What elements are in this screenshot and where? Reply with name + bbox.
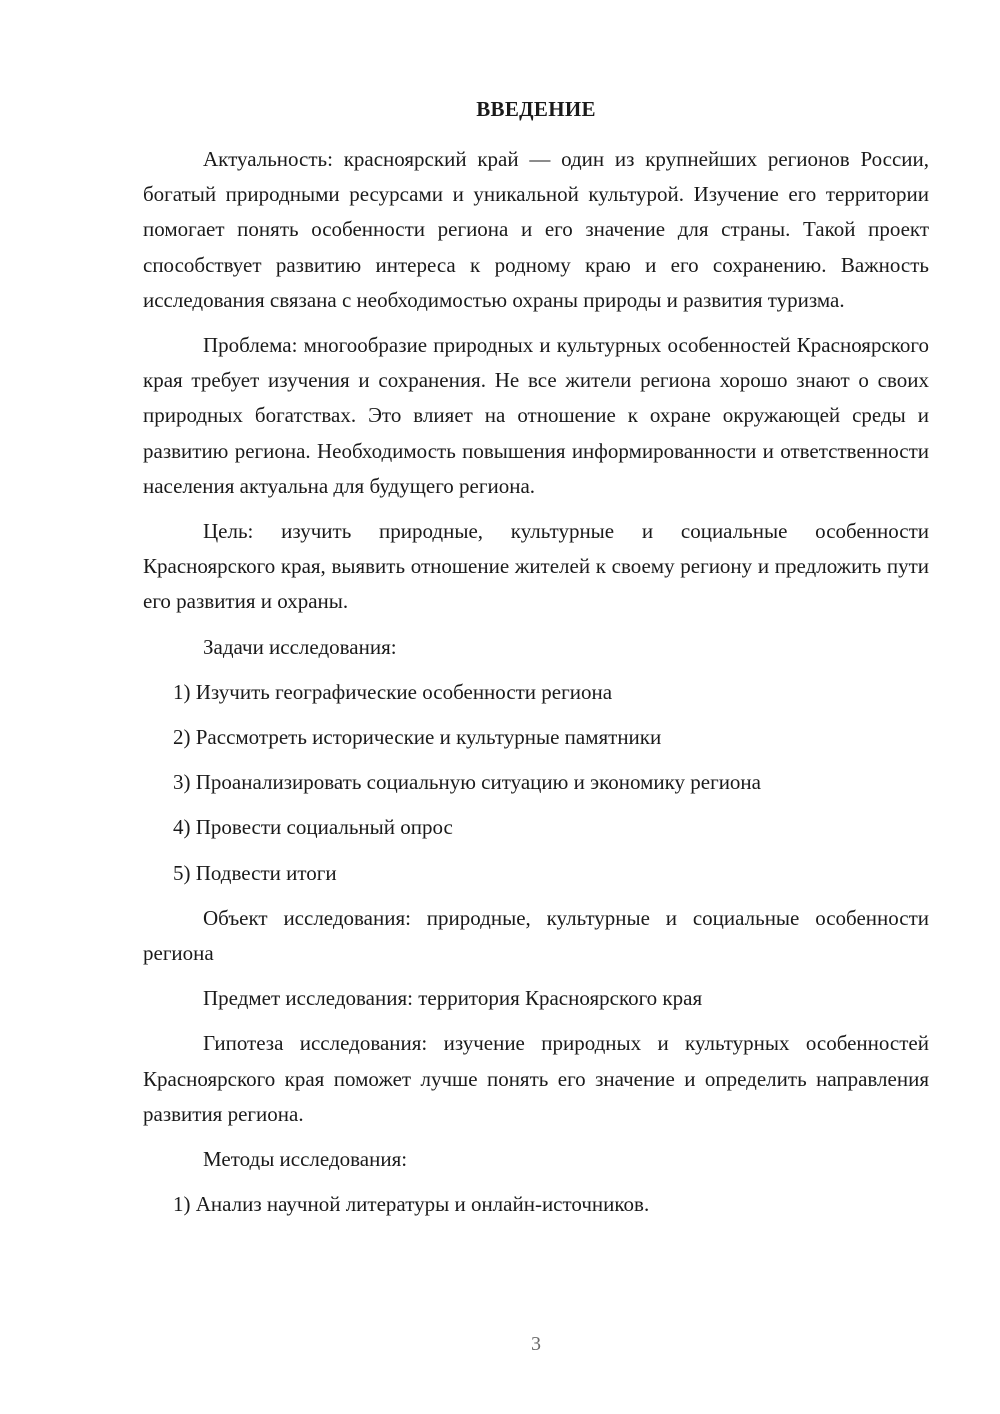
object-paragraph: Объект исследования: природные, культурные и социальные особенности региона [143, 905, 929, 966]
page-number: 3 [531, 1333, 541, 1355]
subject-paragraph: Предмет исследования: территория Красноярского края [203, 986, 703, 1011]
task-item-2: 2) Рассмотреть исторические и культурные памятники [173, 725, 662, 750]
task-item-1: 1) Изучить географические особенности региона [173, 679, 613, 704]
section-title: ВВЕДЕНИЕ [476, 97, 596, 121]
body-text [143, 142, 929, 1232]
task-item-4: 4) Провести социальный опрос [173, 815, 453, 840]
problem-paragraph: Проблема: многообразие природных и культурных особенностей Красноярского края требует изучения и сохранения. Не все жители региона хорошо знают о своих природных богатствах. Это влияет на отношение к охране окружающей среды и развитию региона. Необходимость повышения информированности и ответственности населения актуальна для будущего региона. [143, 333, 929, 498]
task-item-3: 3) Проанализировать социальную ситуацию и экономику региона [173, 770, 761, 795]
relevance-paragraph: Актуальность: красноярский край — один из крупнейших регионов России, богатый природными ресурсами и уникальной культурой. Изучение его территории помогает понять особенности региона и его значение для страны. Такой проект способствует развитию интереса к родному краю и его сохранению. Важность исследования связана с необходимостью охраны природы и развития туризма. [143, 147, 929, 312]
task-item-5: 5) Подвести итоги [173, 860, 337, 885]
methods-heading: Методы исследования: [203, 1147, 408, 1172]
method-item-1: 1) Анализ научной литературы и онлайн-источников. [173, 1192, 650, 1217]
hypothesis-paragraph: Гипотеза исследования: изучение природных и культурных особенностей Красноярского края поможет лучше понять его значение и определить направления развития региона. [143, 1031, 929, 1126]
goal-paragraph: Цель: изучить природные, культурные и социальные особенности Красноярского края, выявить отношение жителей к своему региону и предложить пути его развития и охраны. [143, 519, 929, 614]
tasks-heading: Задачи исследования: [203, 634, 397, 659]
